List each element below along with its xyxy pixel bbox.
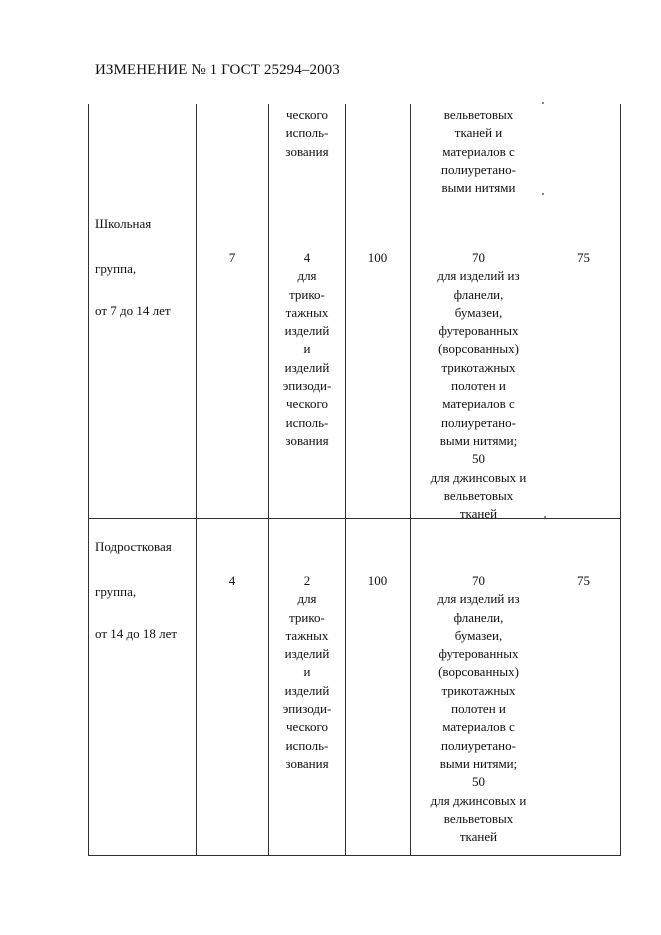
row1-col4-value: 100 (367, 250, 388, 265)
group-word: группа, (95, 260, 137, 276)
row2-col3-value: 2 для трико- тажных изделий и изделий эпизоди- ческого исполь- зования (282, 573, 332, 771)
table-border-bottom (88, 855, 621, 856)
age-range: от 14 до 18 лет (95, 625, 178, 641)
row1-col6-value: 75 (577, 250, 590, 265)
group-name-teen (95, 516, 195, 661)
table-border-left (88, 104, 89, 856)
table-border-right (620, 104, 621, 856)
scan-speck (542, 102, 544, 104)
fragment-materials-text: вельветовых тканей и материалов с полиуретано- выми нитями (441, 107, 516, 196)
column-divider-1 (196, 104, 197, 856)
scan-speck (544, 516, 546, 518)
row2-col5-value: 70 для изделий из фланели, бумазеи, футерованных (ворсованных) трикотажных полотен и материалов с полиуретано- выми нитями; 50 для джинсовых и вельветовых тканей (430, 573, 527, 845)
row2-col4-value: 100 (367, 573, 388, 588)
row1-col3-value: 4 для трико- тажных изделий и изделий эпизоди- ческого исполь- зования (282, 250, 332, 448)
age-range: от 7 до 14 лет (95, 302, 171, 318)
row1-col2-value: 7 (228, 250, 236, 265)
row2-col6-value: 75 (577, 573, 590, 588)
fragment-usage-text: ческого исполь- зования (285, 107, 329, 159)
row1-col5-value: 70 для изделий из фланели, бумазеи, футерованных (ворсованных) трикотажных полотен и материалов с полиуретано- выми нитями; 50 для джинсовых и вельветовых тканей (430, 250, 527, 522)
group-title: Школьная (95, 216, 152, 232)
group-title: Подростковая (95, 539, 172, 555)
scan-speck (542, 193, 544, 195)
document-header: ИЗМЕНЕНИЕ № 1 ГОСТ 25294–2003 (95, 62, 340, 78)
group-name-school (95, 193, 195, 338)
row2-col2-value: 4 (228, 573, 236, 588)
group-word: группа, (95, 583, 137, 599)
